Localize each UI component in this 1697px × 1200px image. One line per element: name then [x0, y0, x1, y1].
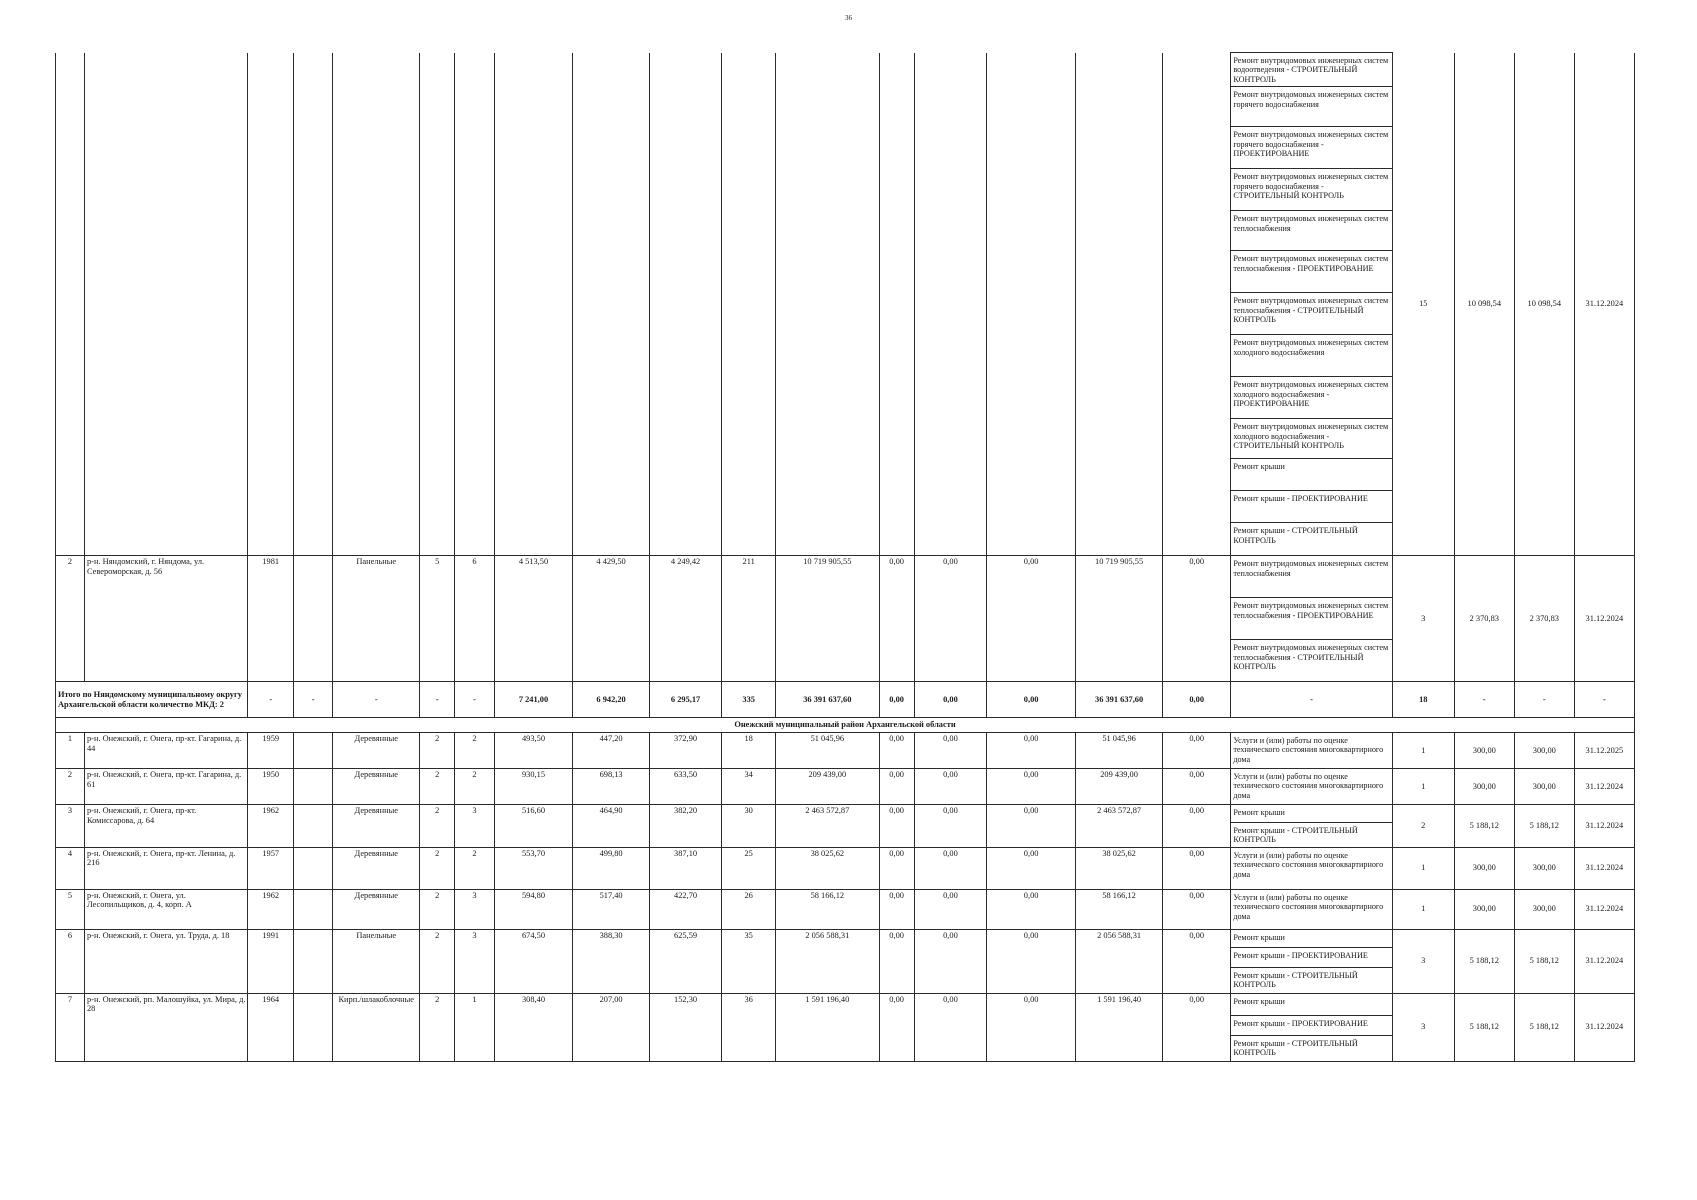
total-area-res2-cell: 6 295,17: [649, 682, 721, 718]
wall-material-cell: Панельные: [333, 929, 420, 993]
continuation-empty-cell: [293, 53, 332, 556]
residential-area-cell: 388,30: [573, 929, 650, 993]
row-number: 3: [56, 804, 85, 847]
total-area-cell: 553,70: [494, 847, 573, 889]
continuation-empty-cell: [248, 53, 294, 556]
fund-regional-cell: 0,00: [914, 847, 986, 889]
fund-regional-cell: 0,00: [914, 732, 986, 768]
entrances-cell: 2: [455, 768, 494, 804]
work-type-cell: Услуги и (или) работы по оценке технического состояния многоквартирного дома: [1231, 889, 1392, 929]
fund-owners-cell: 1 591 196,40: [1076, 993, 1163, 1061]
deadline-cell: 31.12.2024: [1574, 993, 1634, 1061]
wall-material-cell: Деревянные: [333, 804, 420, 847]
fund-owners-cell: 209 439,00: [1076, 768, 1163, 804]
fund-federal-cell: 0,00: [879, 929, 914, 993]
work-type-cell: Ремонт внутридомовых инженерных систем холодного водоснабжения - СТРОИТЕЛЬНЫЙ КОНТРОЛЬ: [1231, 419, 1392, 459]
residential-area-owned-cell: 422,70: [649, 889, 721, 929]
residential-area-owned-cell: 633,50: [649, 768, 721, 804]
work-type-cell: Ремонт внутридомовых инженерных систем водоотведения - СТРОИТЕЛЬНЫЙ КОНТРОЛЬ: [1231, 53, 1392, 87]
unit-cost-cell: 300,00: [1454, 889, 1514, 929]
work-type-cell: Ремонт внутридомовых инженерных систем теплоснабжения - СТРОИТЕЛЬНЫЙ КОНТРОЛЬ: [1231, 293, 1392, 335]
unit-cost-cell: 5 188,12: [1454, 929, 1514, 993]
entrances-cell: 3: [455, 804, 494, 847]
fund-federal-cell: 0,00: [879, 847, 914, 889]
table-row: [56, 889, 1635, 929]
fund-municipal-cell: 0,00: [987, 847, 1076, 889]
work-type-cell: Ремонт крыши - СТРОИТЕЛЬНЫЙ КОНТРОЛЬ: [1231, 1035, 1392, 1061]
fund-owners-cell: 2 056 588,31: [1076, 929, 1163, 993]
work-type-cell: Ремонт внутридомовых инженерных систем горячего водоснабжения - СТРОИТЕЛЬНЫЙ КОНТРОЛЬ: [1231, 169, 1392, 211]
renovation-year-cell: [293, 768, 332, 804]
total-cost-cell: 2 463 572,87: [776, 804, 879, 847]
total-dash-cell: -: [420, 682, 455, 718]
work-count-cell: 1: [1392, 889, 1454, 929]
wall-material-cell: Деревянные: [333, 847, 420, 889]
total-dash-cell: -: [1231, 682, 1392, 718]
total-f3-cell: 0,00: [987, 682, 1076, 718]
floors-cell: 2: [420, 929, 455, 993]
residents-cell: 25: [722, 847, 776, 889]
deadline-cell: 31.12.2024: [1574, 929, 1634, 993]
fund-federal-cell: 0,00: [879, 556, 914, 682]
table-row: [56, 847, 1635, 889]
fund-municipal-cell: 0,00: [987, 929, 1076, 993]
fund-municipal-cell: 0,00: [987, 889, 1076, 929]
total-label: Итого по Няндомскому муниципальному округу Архангельской области количество МКД: 2: [56, 682, 248, 718]
row-number: 5: [56, 889, 85, 929]
total-area-cell: 930,15: [494, 768, 573, 804]
total-f1-cell: 0,00: [879, 682, 914, 718]
residents-cell: 30: [722, 804, 776, 847]
fund-federal-cell: 0,00: [879, 768, 914, 804]
total-dash-cell: -: [333, 682, 420, 718]
continuation-empty-cell: [455, 53, 494, 556]
unit-cost-cell: 300,00: [1454, 847, 1514, 889]
work-type-cell: Услуги и (или) работы по оценке технического состояния многоквартирного дома: [1231, 732, 1392, 768]
fund-owners-cell: 2 463 572,87: [1076, 804, 1163, 847]
fund-municipal-cell: 0,00: [987, 993, 1076, 1061]
address-cell: р-н. Онежский, г. Онега, пр-кт. Ленина, д. 216: [84, 847, 247, 889]
fund-federal-cell: 0,00: [879, 804, 914, 847]
residential-area-cell: 517,40: [573, 889, 650, 929]
fund-other-cell: 0,00: [1163, 993, 1231, 1061]
entrances-cell: 3: [455, 889, 494, 929]
residents-cell: 34: [722, 768, 776, 804]
continuation-empty-cell: [879, 53, 914, 556]
fund-regional-cell: 0,00: [914, 929, 986, 993]
year-built-cell: 1959: [248, 732, 294, 768]
year-built-cell: 1991: [248, 929, 294, 993]
fund-owners-cell: 51 045,96: [1076, 732, 1163, 768]
work-count-cell: 1: [1392, 847, 1454, 889]
total-row: [56, 682, 1635, 718]
row-number: 7: [56, 993, 85, 1061]
fund-owners-cell: 10 719 905,55: [1076, 556, 1163, 682]
work-count-cell: 15: [1392, 53, 1454, 556]
work-type-cell: Ремонт крыши: [1231, 804, 1392, 822]
total-cost-cell: 38 025,62: [776, 847, 879, 889]
entrances-cell: 6: [455, 556, 494, 682]
total-area-cell: 308,40: [494, 993, 573, 1061]
table-row: [56, 556, 1635, 598]
fund-other-cell: 0,00: [1163, 556, 1231, 682]
row-number: 6: [56, 929, 85, 993]
year-built-cell: 1962: [248, 804, 294, 847]
entrances-cell: 2: [455, 732, 494, 768]
max-cost-cell: 300,00: [1514, 889, 1574, 929]
total-dash-cell: -: [1514, 682, 1574, 718]
unit-cost-cell: 5 188,12: [1454, 993, 1514, 1061]
continuation-empty-cell: [84, 53, 247, 556]
residential-area-owned-cell: 387,10: [649, 847, 721, 889]
fund-other-cell: 0,00: [1163, 889, 1231, 929]
table-row: [56, 732, 1635, 768]
address-cell: р-н. Онежский, г. Онега, пр-кт. Гагарина, д. 44: [84, 732, 247, 768]
floors-cell: 2: [420, 889, 455, 929]
residential-area-owned-cell: 372,90: [649, 732, 721, 768]
total-cost-cell: 51 045,96: [776, 732, 879, 768]
fund-other-cell: 0,00: [1163, 847, 1231, 889]
fund-regional-cell: 0,00: [914, 889, 986, 929]
entrances-cell: 1: [455, 993, 494, 1061]
max-cost-cell: 5 188,12: [1514, 929, 1574, 993]
fund-municipal-cell: 0,00: [987, 556, 1076, 682]
residential-area-cell: 698,13: [573, 768, 650, 804]
table-row: [56, 929, 1635, 947]
residents-cell: 211: [722, 556, 776, 682]
continuation-empty-cell: [914, 53, 986, 556]
fund-regional-cell: 0,00: [914, 556, 986, 682]
year-built-cell: 1957: [248, 847, 294, 889]
table-row: [56, 993, 1635, 1015]
row-number: 1: [56, 732, 85, 768]
total-area-cell: 4 513,50: [494, 556, 573, 682]
continuation-empty-cell: [649, 53, 721, 556]
deadline-cell: 31.12.2025: [1574, 732, 1634, 768]
total-cost-cell: 58 166,12: [776, 889, 879, 929]
continuation-empty-cell: [494, 53, 573, 556]
fund-regional-cell: 0,00: [914, 768, 986, 804]
work-type-cell: Ремонт внутридомовых инженерных систем теплоснабжения - ПРОЕКТИРОВАНИЕ: [1231, 598, 1392, 640]
row-number: 2: [56, 556, 85, 682]
table-body: [56, 53, 1635, 1062]
deadline-cell: 31.12.2024: [1574, 847, 1634, 889]
fund-other-cell: 0,00: [1163, 732, 1231, 768]
continuation-row: [56, 53, 1635, 87]
total-area-cell: 516,60: [494, 804, 573, 847]
fund-municipal-cell: 0,00: [987, 804, 1076, 847]
residential-area-cell: 499,80: [573, 847, 650, 889]
fund-other-cell: 0,00: [1163, 768, 1231, 804]
residential-area-cell: 4 429,50: [573, 556, 650, 682]
continuation-empty-cell: [420, 53, 455, 556]
renovation-year-cell: [293, 847, 332, 889]
address-cell: р-н. Онежский, г. Онега, ул. Лесопильщиков, д. 4, корп. А: [84, 889, 247, 929]
work-type-cell: Ремонт крыши - СТРОИТЕЛЬНЫЙ КОНТРОЛЬ: [1231, 523, 1392, 556]
continuation-empty-cell: [56, 53, 85, 556]
max-cost-cell: 300,00: [1514, 732, 1574, 768]
address-cell: р-н. Онежский, рп. Малошуйка, ул. Мира, д. 28: [84, 993, 247, 1061]
year-built-cell: 1962: [248, 889, 294, 929]
fund-municipal-cell: 0,00: [987, 768, 1076, 804]
unit-cost-cell: 10 098,54: [1454, 53, 1514, 556]
unit-cost-cell: 2 370,83: [1454, 556, 1514, 682]
work-type-cell: Ремонт внутридомовых инженерных систем горячего водоснабжения - ПРОЕКТИРОВАНИЕ: [1231, 127, 1392, 169]
residential-area-cell: 464,90: [573, 804, 650, 847]
row-number: 2: [56, 768, 85, 804]
deadline-cell: 31.12.2024: [1574, 53, 1634, 556]
residential-area-owned-cell: 625,59: [649, 929, 721, 993]
floors-cell: 2: [420, 732, 455, 768]
wall-material-cell: Кирп./шлакоблочные: [333, 993, 420, 1061]
total-people-cell: 335: [722, 682, 776, 718]
continuation-empty-cell: [987, 53, 1076, 556]
renovation-year-cell: [293, 889, 332, 929]
residents-cell: 36: [722, 993, 776, 1061]
total-area-cell: 493,50: [494, 732, 573, 768]
work-count-cell: 1: [1392, 768, 1454, 804]
renovation-year-cell: [293, 732, 332, 768]
work-type-cell: Ремонт крыши: [1231, 929, 1392, 947]
fund-federal-cell: 0,00: [879, 732, 914, 768]
max-cost-cell: 300,00: [1514, 768, 1574, 804]
table-row: [56, 768, 1635, 804]
work-count-cell: 3: [1392, 929, 1454, 993]
entrances-cell: 2: [455, 847, 494, 889]
section-title: Онежский муниципальный район Архангельской области: [56, 718, 1635, 733]
work-type-cell: Ремонт крыши - ПРОЕКТИРОВАНИЕ: [1231, 1015, 1392, 1035]
deadline-cell: 31.12.2024: [1574, 804, 1634, 847]
max-cost-cell: 5 188,12: [1514, 993, 1574, 1061]
total-cost-cell: 10 719 905,55: [776, 556, 879, 682]
unit-cost-cell: 5 188,12: [1454, 804, 1514, 847]
work-type-cell: Ремонт внутридомовых инженерных систем теплоснабжения - СТРОИТЕЛЬНЫЙ КОНТРОЛЬ: [1231, 640, 1392, 682]
total-f5-cell: 0,00: [1163, 682, 1231, 718]
wall-material-cell: Деревянные: [333, 768, 420, 804]
total-count-cell: 18: [1392, 682, 1454, 718]
floors-cell: 2: [420, 847, 455, 889]
deadline-cell: 31.12.2024: [1574, 768, 1634, 804]
unit-cost-cell: 300,00: [1454, 768, 1514, 804]
work-type-cell: Ремонт внутридомовых инженерных систем теплоснабжения: [1231, 556, 1392, 598]
work-type-cell: Ремонт крыши - СТРОИТЕЛЬНЫЙ КОНТРОЛЬ: [1231, 967, 1392, 993]
row-number: 4: [56, 847, 85, 889]
total-dash-cell: -: [248, 682, 294, 718]
residential-area-cell: 207,00: [573, 993, 650, 1061]
total-area-total-cell: 7 241,00: [494, 682, 573, 718]
total-cost-cell: 209 439,00: [776, 768, 879, 804]
residential-area-owned-cell: 152,30: [649, 993, 721, 1061]
total-dash-cell: -: [455, 682, 494, 718]
total-area-cell: 674,50: [494, 929, 573, 993]
residential-area-owned-cell: 382,20: [649, 804, 721, 847]
floors-cell: 2: [420, 768, 455, 804]
total-cost-total-cell: 36 391 637,60: [776, 682, 879, 718]
total-f4-cell: 36 391 637,60: [1076, 682, 1163, 718]
fund-municipal-cell: 0,00: [987, 732, 1076, 768]
continuation-empty-cell: [722, 53, 776, 556]
wall-material-cell: Деревянные: [333, 732, 420, 768]
work-type-cell: Ремонт крыши - ПРОЕКТИРОВАНИЕ: [1231, 491, 1392, 523]
address-cell: р-н. Няндомский, г. Няндома, ул. Североморская, д. 56: [84, 556, 247, 682]
continuation-empty-cell: [333, 53, 420, 556]
address-cell: р-н. Онежский, г. Онега, пр-кт. Комиссарова, д. 64: [84, 804, 247, 847]
floors-cell: 2: [420, 993, 455, 1061]
fund-other-cell: 0,00: [1163, 804, 1231, 847]
max-cost-cell: 10 098,54: [1514, 53, 1574, 556]
work-type-cell: Ремонт внутридомовых инженерных систем горячего водоснабжения: [1231, 87, 1392, 127]
floors-cell: 5: [420, 556, 455, 682]
max-cost-cell: 5 188,12: [1514, 804, 1574, 847]
wall-material-cell: Панельные: [333, 556, 420, 682]
residents-cell: 35: [722, 929, 776, 993]
work-type-cell: Услуги и (или) работы по оценке технического состояния многоквартирного дома: [1231, 847, 1392, 889]
fund-federal-cell: 0,00: [879, 993, 914, 1061]
work-type-cell: Ремонт внутридомовых инженерных систем теплоснабжения: [1231, 211, 1392, 251]
work-type-cell: Ремонт крыши: [1231, 459, 1392, 491]
total-area-res-cell: 6 942,20: [573, 682, 650, 718]
renovation-year-cell: [293, 804, 332, 847]
deadline-cell: 31.12.2024: [1574, 556, 1634, 682]
fund-owners-cell: 58 166,12: [1076, 889, 1163, 929]
renovation-year-cell: [293, 556, 332, 682]
fund-owners-cell: 38 025,62: [1076, 847, 1163, 889]
continuation-empty-cell: [1076, 53, 1163, 556]
fund-other-cell: 0,00: [1163, 929, 1231, 993]
wall-material-cell: Деревянные: [333, 889, 420, 929]
work-count-cell: 2: [1392, 804, 1454, 847]
total-f2-cell: 0,00: [914, 682, 986, 718]
unit-cost-cell: 300,00: [1454, 732, 1514, 768]
address-cell: р-н. Онежский, г. Онега, пр-кт. Гагарина, д. 61: [84, 768, 247, 804]
fund-federal-cell: 0,00: [879, 889, 914, 929]
year-built-cell: 1950: [248, 768, 294, 804]
table-row: [56, 804, 1635, 822]
floors-cell: 2: [420, 804, 455, 847]
total-cost-cell: 2 056 588,31: [776, 929, 879, 993]
residential-area-owned-cell: 4 249,42: [649, 556, 721, 682]
total-dash-cell: -: [1454, 682, 1514, 718]
work-type-cell: Ремонт крыши - СТРОИТЕЛЬНЫЙ КОНТРОЛЬ: [1231, 822, 1392, 847]
work-type-cell: Ремонт внутридомовых инженерных систем теплоснабжения - ПРОЕКТИРОВАНИЕ: [1231, 251, 1392, 293]
year-built-cell: 1964: [248, 993, 294, 1061]
renovation-year-cell: [293, 993, 332, 1061]
total-dash-cell: -: [293, 682, 332, 718]
section-heading-row: [56, 718, 1635, 733]
entrances-cell: 3: [455, 929, 494, 993]
fund-regional-cell: 0,00: [914, 804, 986, 847]
continuation-empty-cell: [1163, 53, 1231, 556]
work-type-cell: Ремонт внутридомовых инженерных систем холодного водоснабжения - ПРОЕКТИРОВАНИЕ: [1231, 377, 1392, 419]
total-cost-cell: 1 591 196,40: [776, 993, 879, 1061]
page-number: 36: [845, 14, 852, 22]
deadline-cell: 31.12.2024: [1574, 889, 1634, 929]
residents-cell: 18: [722, 732, 776, 768]
residents-cell: 26: [722, 889, 776, 929]
work-type-cell: Ремонт крыши - ПРОЕКТИРОВАНИЕ: [1231, 947, 1392, 967]
total-area-cell: 594,80: [494, 889, 573, 929]
fund-regional-cell: 0,00: [914, 993, 986, 1061]
work-count-cell: 3: [1392, 556, 1454, 682]
residential-area-cell: 447,20: [573, 732, 650, 768]
work-type-cell: Ремонт крыши: [1231, 993, 1392, 1015]
work-type-cell: Услуги и (или) работы по оценке технического состояния многоквартирного дома: [1231, 768, 1392, 804]
work-count-cell: 3: [1392, 993, 1454, 1061]
work-type-cell: Ремонт внутридомовых инженерных систем холодного водоснабжения: [1231, 335, 1392, 377]
capital-repair-register-table: [55, 52, 1635, 1062]
continuation-empty-cell: [776, 53, 879, 556]
max-cost-cell: 2 370,83: [1514, 556, 1574, 682]
renovation-year-cell: [293, 929, 332, 993]
max-cost-cell: 300,00: [1514, 847, 1574, 889]
address-cell: р-н. Онежский, г. Онега, ул. Труда, д. 18: [84, 929, 247, 993]
continuation-empty-cell: [573, 53, 650, 556]
year-built-cell: 1981: [248, 556, 294, 682]
work-count-cell: 1: [1392, 732, 1454, 768]
total-dash-cell: -: [1574, 682, 1634, 718]
